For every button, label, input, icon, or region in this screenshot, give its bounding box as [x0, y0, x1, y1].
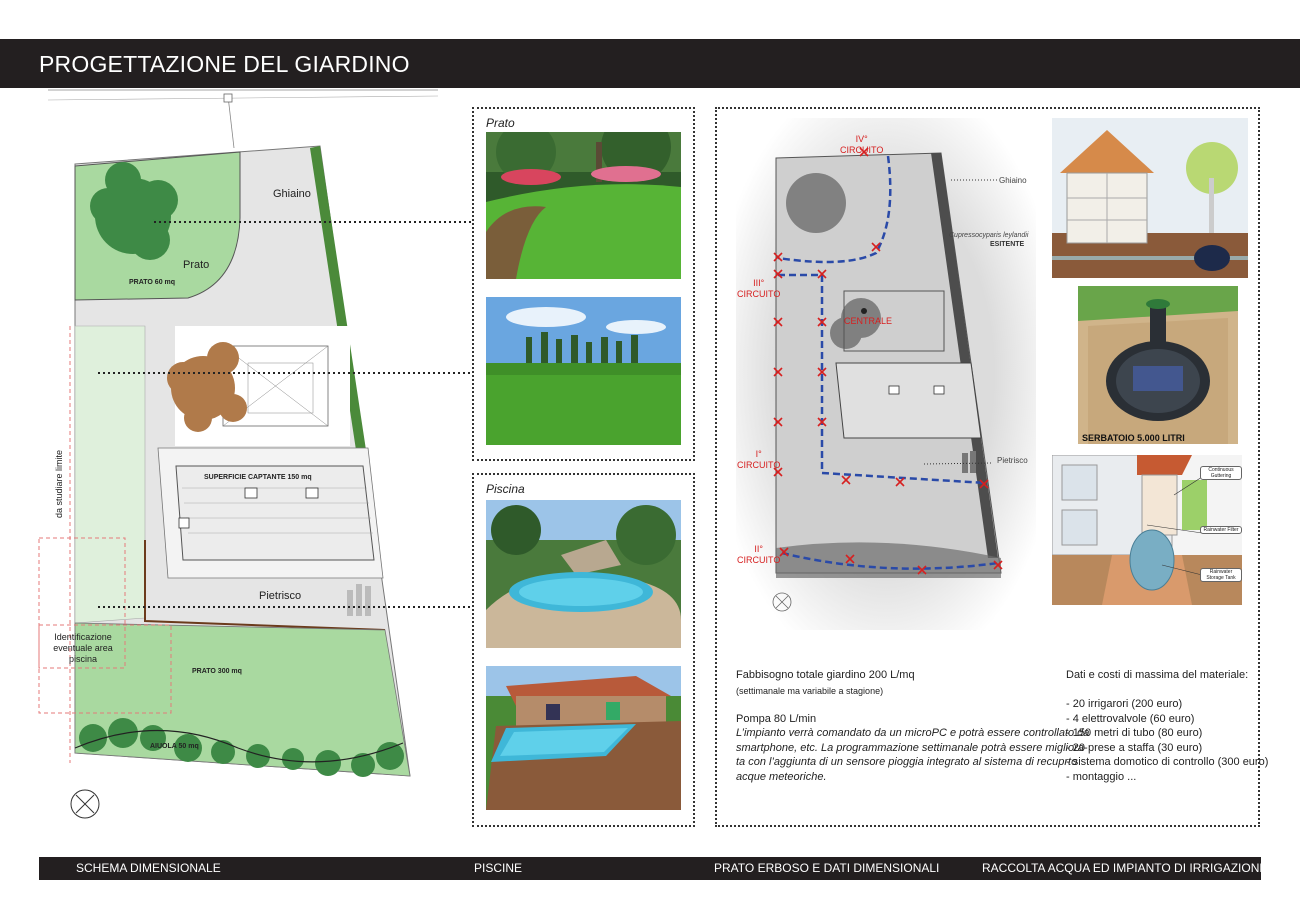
plan-label-ghiaino: Ghiaino — [999, 176, 1027, 185]
list-item: - 20 prese a staffa (30 euro) — [1066, 741, 1203, 754]
footer-schema-dimensionale: SCHEMA DIMENSIONALE — [76, 861, 221, 875]
label-superficie-captante: SUPERFICIE CAPTANTE 150 mq — [204, 474, 312, 481]
skylight — [245, 488, 257, 498]
photo-pool-kidney — [486, 500, 681, 648]
list-item: - 4 elettrovalvole (60 euro) — [1066, 712, 1195, 725]
label-ghiaino: Ghiaino — [273, 188, 311, 200]
footer-raccolta-acqua: RACCOLTA ACQUA ED IMPIANTO DI IRRIGAZIONE — [982, 861, 1268, 875]
skylight — [306, 488, 318, 498]
text-dati-title: Dati e costi di massima del materiale: — [1066, 669, 1249, 681]
list-item: - montaggio ... — [1066, 770, 1137, 783]
list-dati — [1066, 697, 1268, 784]
callout-continuous-guttering: Continuous Guttering — [1200, 466, 1242, 480]
plan-label-pietrisco: Pietrisco — [997, 456, 1028, 465]
site-plan — [38, 88, 478, 828]
illustration-house-cutaway — [1052, 118, 1248, 278]
plan-label-esistente: ESITENTE — [990, 241, 1025, 248]
label-circuit-iv: IV° CIRCUITO — [840, 134, 884, 155]
compass-icon — [71, 790, 99, 818]
footer-piscine: PISCINE — [474, 861, 523, 875]
label-prato-60: PRATO 60 mq — [129, 279, 176, 286]
list-item: - 20 irrigarori (200 euro) — [1066, 698, 1183, 710]
section-title-prato: Prato — [486, 116, 515, 130]
text-pompa: Pompa 80 L/min — [736, 713, 817, 725]
irrigation-plan — [736, 118, 1036, 630]
text-fabbisogno: Fabbisogno totale giardino 200 L/mq — [736, 669, 915, 681]
list-item: - sistema domotico di controllo (300 euro) — [1066, 756, 1269, 768]
label-aiuola: AIUOLA 50 mq — [150, 743, 199, 750]
label-pietrisco: Pietrisco — [259, 590, 302, 602]
photo-pool-deck — [486, 666, 681, 810]
control-unit-marker — [861, 308, 867, 314]
callout-rainwater-storage-tank: Rainwater Storage Tank — [1200, 568, 1242, 582]
illustration-tank — [1078, 286, 1238, 444]
label-circuit-ii: II° CIRCUITO — [737, 544, 781, 565]
lawn-prato-300 — [75, 623, 410, 776]
label-circuit-i: I° CIRCUITO — [737, 449, 781, 470]
text-settimanale: (settimanale ma variabile a stagione) — [736, 686, 884, 696]
photo-open-lawn — [486, 297, 681, 445]
plan-house — [836, 363, 981, 438]
section-title-piscina: Piscina — [486, 482, 525, 496]
plan-label-cupressocyparis: Cupressocyparis leylandii — [949, 232, 1029, 239]
list-item: - 150 metri di tubo (80 euro) — [1066, 727, 1203, 739]
label-prato-300: PRATO 300 mq — [192, 668, 242, 675]
access-path — [228, 96, 234, 148]
page-title: PROGETTAZIONE DEL GIARDINO — [39, 51, 410, 77]
lawn-side-strip — [75, 326, 145, 623]
label-piscina-note: Identificazione eventuale area piscina — [53, 632, 113, 664]
label-prato: Prato — [183, 259, 210, 271]
footer-prato-erboso: PRATO ERBOSO E DATI DIMENSIONALI — [714, 861, 940, 875]
label-circuit-iii: III° CIRCUITO — [737, 278, 781, 299]
photo-garden-lawn — [486, 132, 681, 279]
label-centrale: CENTRALE — [844, 316, 893, 326]
text-impianto: L’impianto verrà comandato da un microPC e potrà essere controllato da smartphone, etc. La programmazione settimanale potrà essere migliora- ta con l’aggiunta di un sensore pioggia integrato al sistema di recuprto acque meteoriche. — [736, 727, 1090, 783]
road-line — [48, 96, 438, 100]
callout-rainwater-filter: Rainwater Filter — [1200, 526, 1242, 534]
chimney — [179, 518, 189, 528]
gate-post — [224, 94, 232, 102]
label-tank: SERBATOIO 5.000 LITRI — [1082, 433, 1185, 443]
label-da-studiare-limite: da studiare limite — [54, 449, 64, 518]
